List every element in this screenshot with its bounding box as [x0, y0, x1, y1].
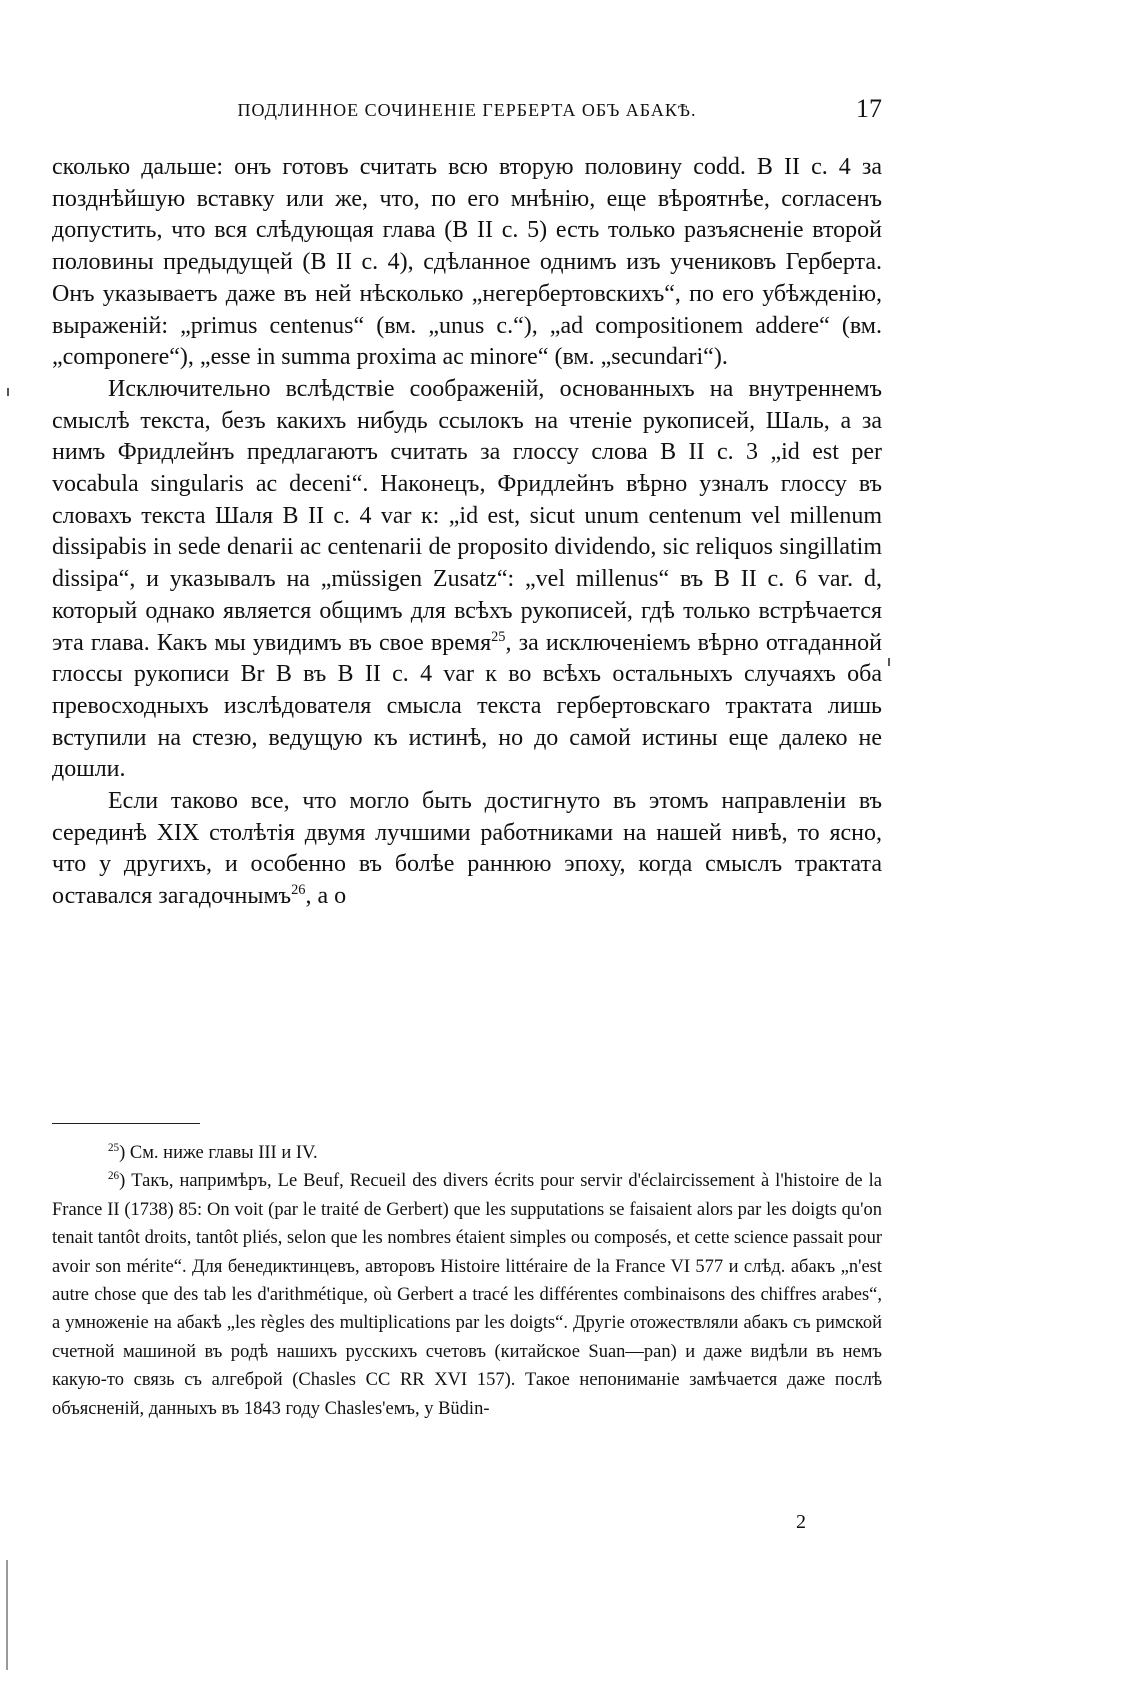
- paragraph-3: [52, 786, 882, 913]
- signature-mark: 2: [796, 1511, 806, 1533]
- paragraph-1: сколько дальше: онъ готовъ считать всю вторую половину codd. B II c. 4 за позднѣйшую вставку или же, что, по его мнѣнію, еще вѣроятнѣе, согласенъ допустить, что вся слѣдующая глава (B II c. 5) есть только разъясненіе второй половины предыдущей (B II c. 4), сдѣланное однимъ изъ учениковъ Герберта. Онъ указываетъ даже въ ней нѣсколько „негербертовскихъ“, по его убѣжденію, выраженій: „primus centenus“ (вм. „unus c.“), „ad compositionem addere“ (вм. „componere“), „esse in summa proxima ac minore“ (вм. „secundari“).: [52, 154, 882, 371]
- running-header: [52, 94, 882, 136]
- paragraph-2-text-a: Исключительно вслѣдствіе соображеній, основанныхъ на внутреннемъ смыслѣ текста, безъ какихъ нибудь ссылокъ на чтеніе рукописей, Шаль, а за нимъ Фридлейнъ предлагаютъ считать за глоссу слова B II c. 3 „id est per vocabula singularis ac deceni“. Наконецъ, Фридлейнъ вѣрно узналъ глоссу въ словахъ текста Шаля B II c. 4 var к: „id est, sicut unum centenum vel millenum dissipabis in sede denarii ac centenarii de proposito dividendo, sic reliquos singillatim dissipa“, и указывалъ на „müssigen Zusatz“: „vel millenus“ въ B II c. 6 var. d, который однако является общимъ для всѣхъ рукописей, гдѣ только встрѣчается эта глава. Какъ мы увидимъ въ свое время: [52, 375, 882, 656]
- paragraph-3-text-a: Если таково все, что могло быть достигнуто въ этомъ направленіи въ серединѣ XIX столѣтія двумя лучшими работниками на нашей нивѣ, то ясно, что у другихъ, и особенно въ болѣе раннюю эпоху, когда смыслъ трактата оставался загадочнымъ: [52, 788, 882, 910]
- footnote-mark-26: 26: [108, 1170, 120, 1183]
- main-text: [52, 152, 882, 913]
- footnote-divider: [52, 1123, 200, 1124]
- footnote-25: [52, 1139, 882, 1167]
- running-title: ПОДЛИННОЕ СОЧИНЕНІЕ ГЕРБЕРТА ОБЪ АБАКѢ.: [237, 100, 697, 120]
- footnote-mark-25: 25: [108, 1141, 120, 1154]
- footnote-ref-26: 26: [291, 882, 306, 899]
- paragraph-2: [52, 374, 882, 786]
- paragraph-3-text-b: , а о: [305, 883, 347, 910]
- footnote-ref-25: 25: [491, 628, 506, 645]
- margin-mark: [888, 658, 890, 666]
- paragraph-2-text-b: , за исключеніемъ вѣрно отгаданной глоссы рукописи Br B въ B II c. 4 var к во всѣхъ остальныхъ случаяхъ оба превосходныхъ изслѣдователя смысла текста гербертовскаго трактата лишь вступили на стезю, ведущую къ истинѣ, но до самой истины еще далеко не дошли.: [52, 629, 882, 783]
- margin-mark: [7, 388, 9, 396]
- footnote-26: [52, 1167, 882, 1423]
- footnote-26-text: ) Такъ, напримѣръ, Le Beuf, Recueil des divers écrits pour servir d'éclaircissement à l'histoire de la France II (1738) 85: On voit (par le traité de Gerbert) que les supputations se faisaient alors par les doigts qu'on tenait tantôt droits, tantôt pliés, selon que les nombres étaient simples ou composés, et cette science passait pour avoir son mérite“. Для бенедиктинцевъ, авторовъ Histoire littéraire de la France VI 577 и слѣд. абакъ „n'est autre chose que des tab les d'arithmétique, où Gerbert a tracé les différentes combinaisons des chiffres arabes“, а умноженіе на абакѣ „les règles des multiplications par les doigts“. Другіе отожествляли абакъ съ римской счетной машиной въ родѣ нашихъ русскихъ счетовъ (китайское Suan—pan) и даже видѣли въ немъ какую-то связь съ алгеброй (Chasles CC RR XVI 157). Такое непониманіе замѣчается даже послѣ объясненій, данныхъ въ 1843 году Chasles'емъ, у Büdin-: [52, 1171, 882, 1419]
- page-number: 17: [856, 94, 882, 123]
- scan-edge-mark: [6, 1560, 8, 1670]
- footnote-25-text: ) См. ниже главы III и IV.: [119, 1143, 318, 1163]
- footnotes: [52, 1139, 882, 1423]
